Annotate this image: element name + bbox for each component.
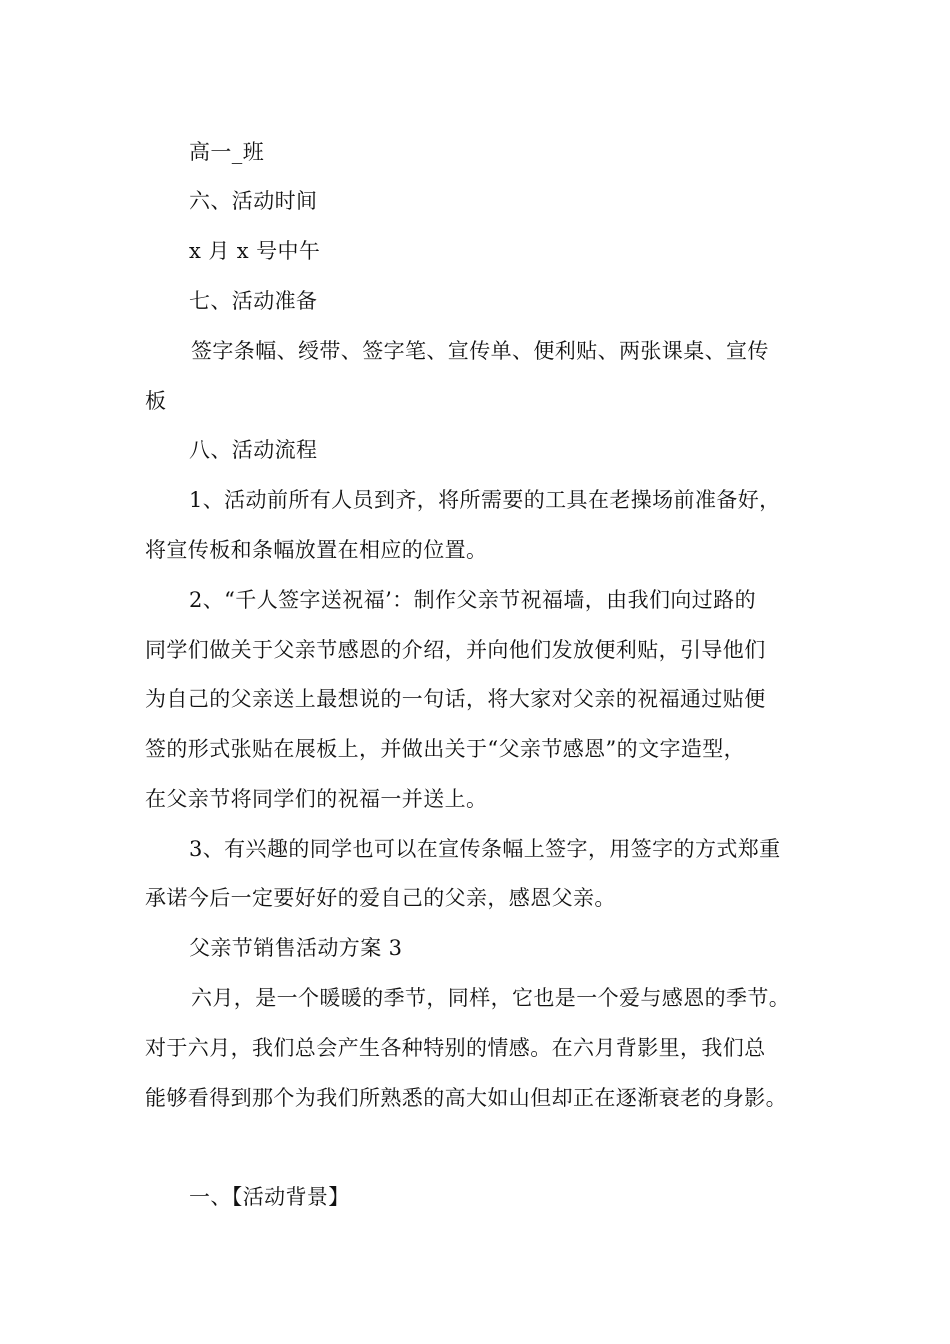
flow-item-2-line-5: 在父亲节将同学们的祝福一并送上。 [145,787,488,811]
intro-line-3: 能够看得到那个为我们所熟悉的高大如山但却正在逐渐衰老的身影。 [145,1086,787,1110]
flow-item-2-line-1: 2、“千人签字送祝福’：制作父亲节祝福墙，由我们向过路的 [189,588,756,612]
section-heading-background: 一、【活动背景】 [189,1185,350,1209]
section-heading-flow: 八、活动流程 [189,438,318,462]
intro-line-2: 对于六月，我们总会产生各种特别的情感。在六月背影里，我们总 [145,1036,766,1060]
class-line: 高一_班 [189,140,265,164]
flow-item-2-line-3: 为自己的父亲送上最想说的一句话，将大家对父亲的祝福通过贴便 [145,687,766,711]
flow-item-2-line-4: 签的形式张贴在展板上，并做出关于“父亲节感恩”的文字造型， [145,737,746,761]
flow-item-1-line-1: 1、活动前所有人员到齐，将所需要的工具在老操场前准备好， [189,488,781,512]
prep-text-line-2: 板 [145,389,167,413]
flow-item-1-line-2: 将宣传板和条幅放置在相应的位置。 [145,538,488,562]
flow-item-2-line-2: 同学们做关于父亲节感恩的介绍，并向他们发放便利贴，引导他们 [145,638,766,662]
flow-item-3-line-1: 3、有兴趣的同学也可以在宣传条幅上签字，用签字的方式郑重 [189,837,781,861]
section-heading-time: 六、活动时间 [189,189,318,213]
time-value: x 月 x 号中午 [189,239,321,263]
flow-item-3-line-2: 承诺今后一定要好好的爱自己的父亲，感恩父亲。 [145,886,616,910]
intro-line-1: 六月，是一个暖暖的季节，同样，它也是一个爱与感恩的季节。 [191,986,791,1010]
plan-title: 父亲节销售活动方案 3 [189,936,403,960]
prep-text-line-1: 签字条幅、绶带、签字笔、宣传单、便利贴、两张课桌、宣传 [191,339,769,363]
section-heading-prep: 七、活动准备 [189,289,318,313]
